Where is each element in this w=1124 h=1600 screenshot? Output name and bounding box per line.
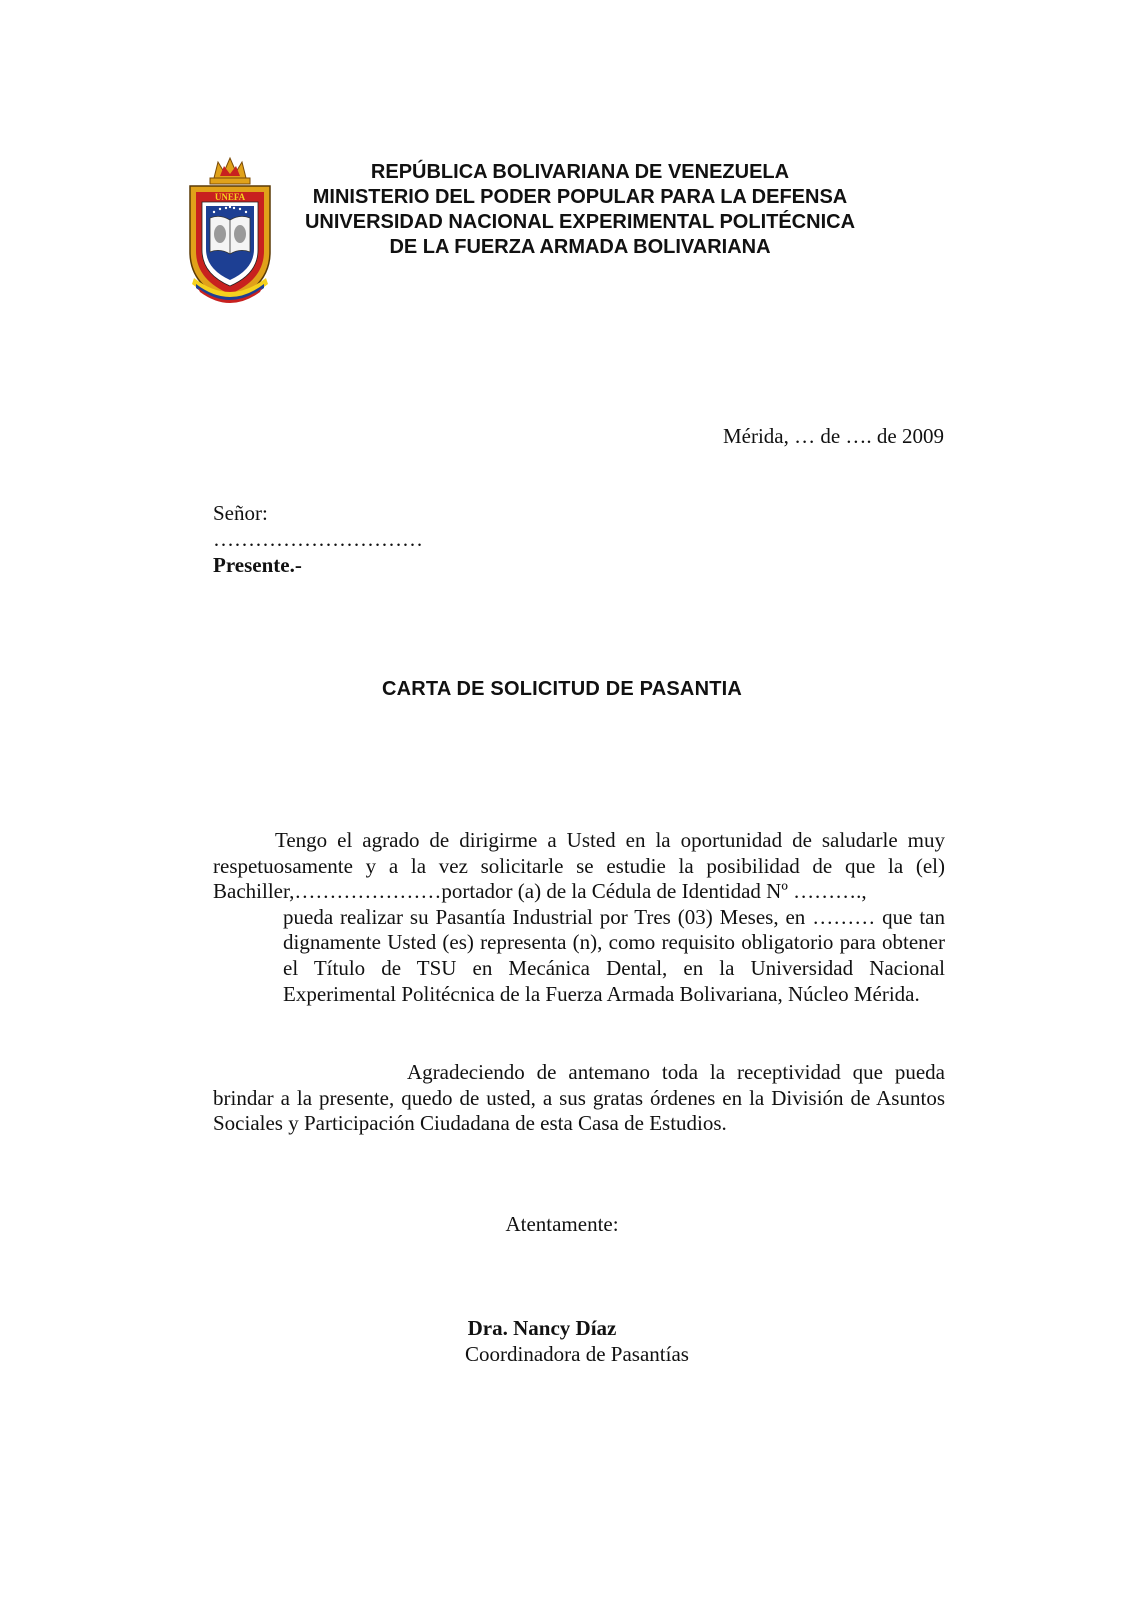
date-line: Mérida, … de …. de 2009 [722,424,944,448]
body-paragraph-2 [213,1060,945,1137]
letterhead [270,160,890,260]
letterhead-line-3: UNIVERSIDAD NACIONAL EXPERIMENTAL POLITÉCNICA [304,211,856,233]
letterhead-line-2: MINISTERIO DEL PODER POPULAR PARA LA DEFENSA [312,186,848,208]
signature-role: Coordinadora de Pasantías [465,1342,689,1366]
body-paragraph-1-part-1: Tengo el agrado de dirigirme a Usted en la oportunidad de saludarle muy respetuosamente y a la vez solicitarle se estudie la posibilidad de que la (el) Bachiller,…………………portador (a) de la Cédula de Identidad Nº ………., [213,828,945,904]
body-paragraph-1-part-2: pueda realizar su Pasantía Industrial por Tres (03) Meses, en ……… que tan dignamente Usted (es) representa (n), como requisito obligatorio para obtener el Título de TSU en Mecánica Dental, en la Universidad Nacional Experimental Politécnica de la Fuerza Armada Bolivariana, Núcleo Mérida. [283,904,945,1006]
closing-line: Atentamente: [505,1212,619,1236]
body-paragraph-2-text: Agradeciendo de antemano toda la receptividad que pueda brindar a la presente, quedo de usted, a sus gratas órdenes en la División de Asuntos Sociales y Participación Ciudadana de esta Casa de Estudios. [213,1060,945,1136]
unefa-logo-text: UNEFA [214,192,246,202]
letterhead-line-1: REPÚBLICA BOLIVARIANA DE VENEZUELA [370,161,790,183]
body-paragraph-1 [213,828,945,1007]
letterhead-line-4: DE LA FUERZA ARMADA BOLIVARIANA [389,236,771,258]
recipient-name-placeholder: ………………………… [213,527,423,551]
salutation: Señor: [213,501,268,525]
letter-title: CARTA DE SOLICITUD DE PASANTIA [381,678,743,700]
recipient-block [213,500,423,578]
presente-label: Presente.- [213,553,302,577]
signature-name: Dra. Nancy Díaz [467,1316,617,1340]
unefa-crest-icon [184,156,276,312]
